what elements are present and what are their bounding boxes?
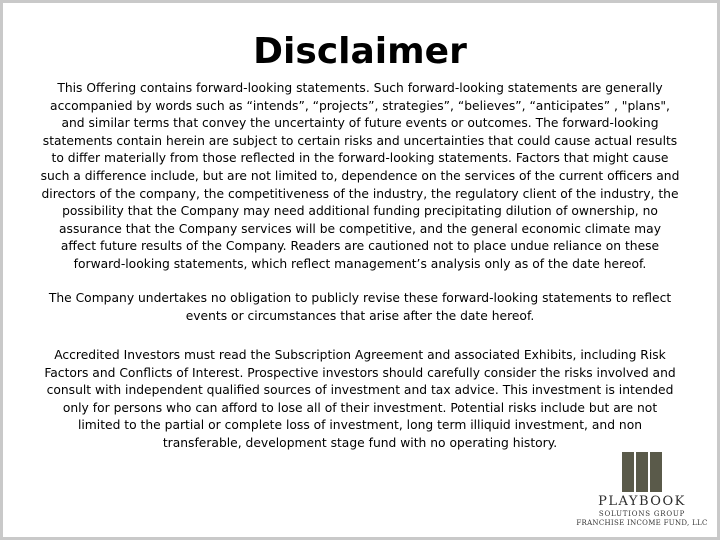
accredited-investors-paragraph: Accredited Investors must read the Subscription Agreement and associated Exhibits, including Risk Factors and Conflicts of Interest. Prospective investors should carefully consider the risks involved and consult with independent qualified sources of investment and tax advice. This investment is intended only for persons who can afford to lose all of their investment. Potential risks include but are not limited to the partial or complete loss of investment, long term illiquid investment, and non transferable, development stage fund with no operating history.: [44, 348, 676, 450]
book-columns-icon: [621, 452, 663, 492]
playbook-logo: [572, 452, 712, 532]
logo-subtitle: SOLUTIONS GROUP: [598, 510, 686, 518]
page-title: Disclaimer: [253, 31, 467, 72]
no-obligation-paragraph: The Company undertakes no obligation to publicly revise these forward-looking statements to reflect events or circumstances that arise after the date hereof.: [48, 291, 672, 323]
logo-name: PLAYBOOK: [598, 494, 686, 509]
logo-fund-name: FRANCHISE INCOME FUND, LLC: [576, 519, 708, 527]
forward-looking-statements-paragraph: This Offering contains forward-looking statements. Such forward-looking statements are generally accompanied by words such as “intends”, “projects”, strategies”, “believes”, “anticipates” , "plans", and similar terms that convey the uncertainty of future events or outcomes. The forward-looking statements contain herein are subject to certain risks and uncertainties that could cause actual results to differ materially from those reflected in the forward-looking statements. Factors that might cause such a difference include, but are not limited to, dependence on the services of the current officers and directors of the company, the competitiveness of the industry, the regulatory client of the industry, the possibility that the Company may need additional funding precipitating dilution of ownership, no assurance that the Company services will be competitive, and the general economic climate may affect future results of the Company. Readers are cautioned not to place undue reliance on these forward-looking statements, which reflect management’s analysis only as of the date hereof.: [40, 81, 680, 271]
